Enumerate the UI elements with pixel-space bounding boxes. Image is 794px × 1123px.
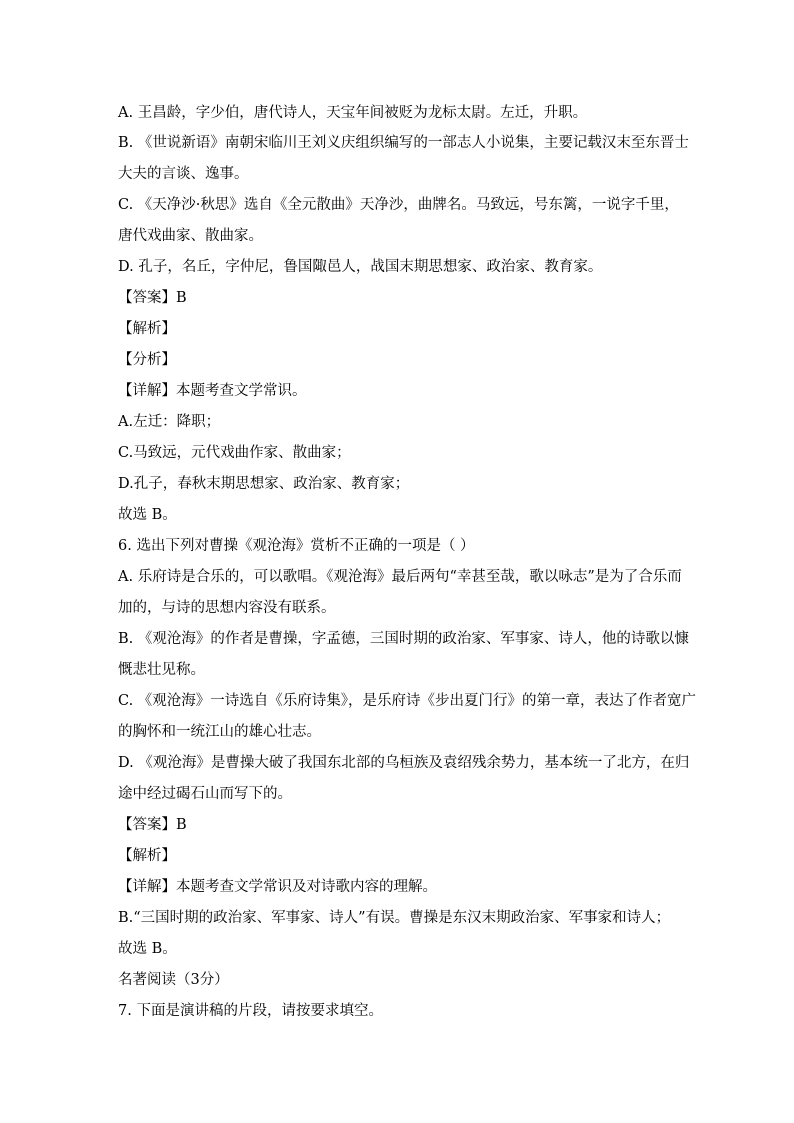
q6-option-d: D. 《观沧海》是曹操大破了我国东北部的乌桓族及袁绍残余势力，基本统一了北方，在归 — [118, 755, 690, 771]
explanation-c: C.马致远，元代戏曲作家、散曲家； — [118, 445, 351, 461]
explanation-heading: 【详解】本题考查文学常识。 — [118, 383, 307, 399]
option-b-shishuo-xinyu: B. 《世说新语》南朝宋临川王刘义庆组织编写的一部志人小说集，主要记载汉末至东晋士 — [118, 135, 689, 151]
option-b-continued: 大夫的言谈、逸事。 — [118, 166, 249, 182]
option-a-wang-changling: A. 王昌龄，字少伯，唐代诗人，天宝年间被贬为龙标太尉。左迁，升职。 — [118, 105, 588, 121]
question-6: 6. 选出下列对曹操《观沧海》赏析不正确的一项是（ ） — [118, 538, 475, 554]
q6-option-a-continued: 加的，与诗的思想内容没有联系。 — [118, 600, 336, 616]
fenxi-label: 【分析】 — [118, 352, 176, 368]
q6-explanation-heading: 【详解】本题考查文学常识及对诗歌内容的理解。 — [118, 879, 437, 895]
q6-analysis-label: 【解析】 — [118, 848, 176, 864]
explanation-a: A.左迁：降职； — [118, 414, 221, 430]
q6-option-c: C. 《观沧海》一诗选自《乐府诗集》，是乐府诗《步出夏门行》的第一章，表达了作者宽广 — [118, 693, 697, 709]
q6-explanation-b: B.“三国时期的政治家、军事家、诗人”有误。曹操是东汉末期政治家、军事家和诗人； — [118, 910, 671, 926]
section-heading-reading: 名著阅读（3分） — [118, 972, 229, 988]
q6-conclusion: 故选 B。 — [118, 941, 177, 957]
explanation-d: D.孔子，春秋末期思想家、政治家、教育家； — [118, 476, 410, 492]
q6-answer-label: 【答案】B — [118, 817, 187, 833]
q6-option-b-continued: 慨悲壮见称。 — [118, 662, 205, 678]
q6-option-b: B. 《观沧海》的作者是曹操，字孟德，三国时期的政治家、军事家、诗人，他的诗歌以慷 — [118, 631, 689, 647]
option-c-tianjingsha: C. 《天净沙·秋思》选自《全元散曲》天净沙，曲牌名。马致远，号东篱，一说字千里， — [118, 197, 679, 213]
conclusion: 故选 B。 — [118, 507, 177, 523]
q6-option-d-continued: 途中经过碣石山而写下的。 — [118, 786, 292, 802]
answer-label: 【答案】B — [118, 290, 187, 306]
q6-option-c-continued: 的胸怀和一统江山的雄心壮志。 — [118, 724, 321, 740]
analysis-label: 【解析】 — [118, 321, 176, 337]
q6-option-a: A. 乐府诗是合乐的，可以歌唱。《观沧海》最后两句“幸甚至哉，歌以咏志”是为了合乐而 — [118, 569, 682, 585]
option-d-kongzi: D. 孔子，名丘，字仲尼，鲁国陬邑人，战国末期思想家、政治家、教育家。 — [118, 259, 603, 275]
question-7: 7. 下面是演讲稿的片段，请按要求填空。 — [118, 1003, 383, 1019]
option-c-continued: 唐代戏曲家、散曲家。 — [118, 228, 263, 244]
